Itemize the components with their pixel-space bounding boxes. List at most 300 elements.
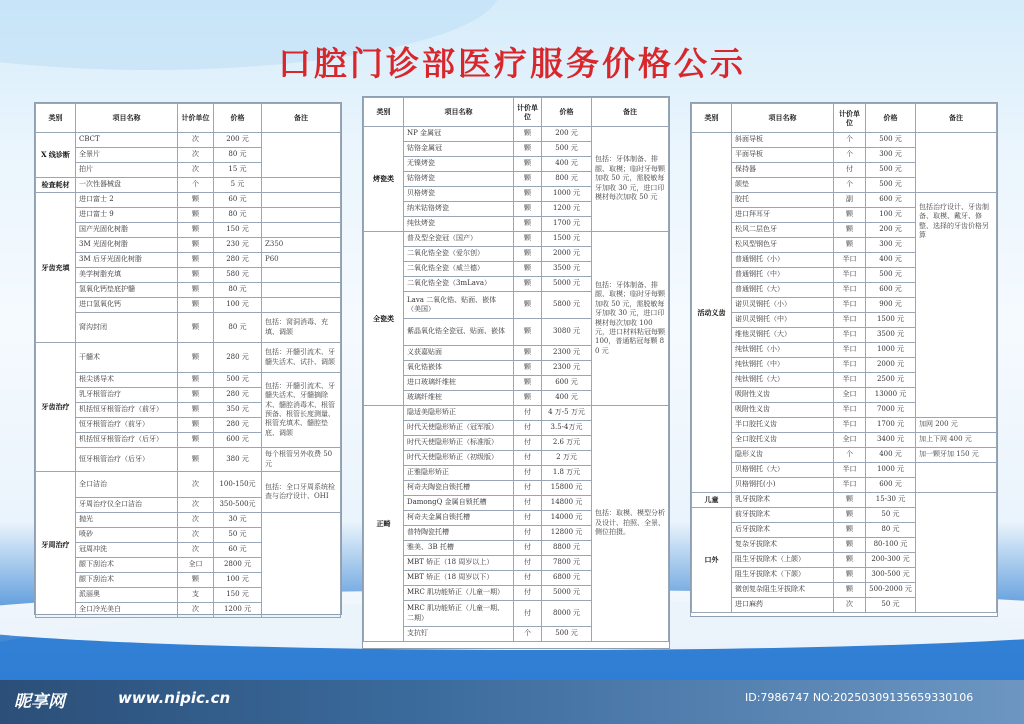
item-name: 紫晶氧化锆全瓷冠、贴面、嵌体 <box>404 319 514 346</box>
item-name: 斜面导板 <box>732 133 834 148</box>
item-price: 1500 元 <box>542 232 592 247</box>
item-name: 纯钛烤瓷 <box>404 217 514 232</box>
item-price: 600 元 <box>866 193 916 208</box>
item-price: 13000 元 <box>866 388 916 403</box>
item-unit: 颗 <box>834 238 866 253</box>
item-name: 平面导板 <box>732 148 834 163</box>
header-unit: 计价单位 <box>514 98 542 127</box>
item-price: 600 元 <box>866 283 916 298</box>
watermark-logo: 昵享网 <box>14 692 65 712</box>
item-unit: 颗 <box>514 361 542 376</box>
header-note: 备注 <box>592 98 669 127</box>
item-unit: 付 <box>514 466 542 481</box>
item-price: 3500 元 <box>866 328 916 343</box>
item-unit: 半口 <box>834 328 866 343</box>
price-table-3 <box>690 102 998 617</box>
item-unit: 半口 <box>834 403 866 418</box>
item-name: 机括恒牙根管治疗（后牙） <box>76 433 178 448</box>
category-cell: 正畸 <box>364 406 404 642</box>
item-name: 支抗钉 <box>404 627 514 642</box>
item-price: 150 元 <box>214 223 262 238</box>
item-price: 1000 元 <box>866 463 916 478</box>
item-unit: 颗 <box>178 418 214 433</box>
item-name: 进口氢氧化钙 <box>76 298 178 313</box>
item-name: 冠周冲洗 <box>76 543 178 558</box>
item-unit: 颗 <box>834 223 866 238</box>
item-unit: 颗 <box>178 388 214 403</box>
item-name: 窝沟封闭 <box>76 313 178 343</box>
item-price: 50 元 <box>866 508 916 523</box>
item-price: 200 元 <box>866 223 916 238</box>
note-cell <box>916 463 997 493</box>
item-unit: 颗 <box>834 568 866 583</box>
item-price: 1200 元 <box>214 603 262 618</box>
item-unit: 次 <box>178 148 214 163</box>
item-name: 颌垫 <box>732 178 834 193</box>
item-price: 5000 元 <box>542 277 592 292</box>
item-name: 进口麻药 <box>732 598 834 613</box>
item-name: 恒牙根管治疗（前牙） <box>76 418 178 433</box>
item-unit: 颗 <box>178 573 214 588</box>
header-category: 类别 <box>364 98 404 127</box>
item-name: 牙周治疗仪全口洁治 <box>76 498 178 513</box>
item-unit: 颗 <box>178 373 214 388</box>
item-unit: 半口 <box>834 313 866 328</box>
item-name: 恒牙根管治疗（后牙） <box>76 448 178 472</box>
item-unit: 个 <box>834 148 866 163</box>
item-price: 2000 元 <box>542 247 592 262</box>
item-name: 贝格钢托（大） <box>732 463 834 478</box>
item-price: 1000 元 <box>542 187 592 202</box>
item-unit: 半口 <box>834 298 866 313</box>
item-name: 干髓术 <box>76 343 178 373</box>
item-name: 义获嘉贴面 <box>404 346 514 361</box>
item-price: 2300 元 <box>542 346 592 361</box>
note-cell: 包括：牙体制备、排龈、取模；临时牙每颗加收 50 元，需脱敏每牙加收 30 元，进口印模材每次加收 100 元，进口材料粘冠每颗 100，普通粘冠每颗 80 元 <box>592 232 669 406</box>
item-price: 14000 元 <box>542 511 592 526</box>
item-price: 280 元 <box>214 388 262 403</box>
item-name: 微创复杂阻生牙拔除术 <box>732 583 834 598</box>
category-cell: 牙齿充填 <box>36 193 76 343</box>
item-name: 龈下刮治术 <box>76 573 178 588</box>
note-cell: 包括：全口牙周系统检查与治疗设计、OHI <box>262 472 341 513</box>
table-body <box>364 127 669 642</box>
note-cell: Z350 <box>262 238 341 253</box>
note-cell <box>262 193 341 208</box>
item-name: 保持器 <box>732 163 834 178</box>
item-price: 2800 元 <box>214 558 262 573</box>
item-name: 普特陶瓷托槽 <box>404 526 514 541</box>
note-cell <box>262 268 341 283</box>
item-name: 乳牙根管治疗 <box>76 388 178 403</box>
item-price: 400 元 <box>866 253 916 268</box>
item-unit: 颗 <box>514 346 542 361</box>
item-unit: 颗 <box>834 553 866 568</box>
item-name: 全口胶托义齿 <box>732 433 834 448</box>
item-name: 隐形义齿 <box>732 448 834 463</box>
note-cell <box>262 208 341 223</box>
item-price: 500 元 <box>542 142 592 157</box>
item-price: 80 元 <box>866 523 916 538</box>
category-cell: 烤瓷类 <box>364 127 404 232</box>
item-name: 进口富士 9 <box>76 208 178 223</box>
item-name: 二氧化锆全瓷（爱尔创） <box>404 247 514 262</box>
category-cell: 牙齿治疗 <box>36 343 76 472</box>
item-unit: 颗 <box>834 523 866 538</box>
item-unit: 颗 <box>514 262 542 277</box>
item-unit: 次 <box>178 498 214 513</box>
item-price: 350 元 <box>214 403 262 418</box>
item-name: 柯奇夫金属自锁托槽 <box>404 511 514 526</box>
item-unit: 半口 <box>834 283 866 298</box>
item-price: 50 元 <box>214 528 262 543</box>
category-cell: 检查耗材 <box>36 178 76 193</box>
item-price: 500 元 <box>866 133 916 148</box>
item-unit: 颗 <box>178 223 214 238</box>
item-price: 12800 元 <box>542 526 592 541</box>
header-note: 备注 <box>916 104 997 133</box>
item-unit: 付 <box>514 481 542 496</box>
item-name: 纯钛钢托（小） <box>732 343 834 358</box>
item-unit: 颗 <box>514 376 542 391</box>
category-cell: 活动义齿 <box>692 133 732 493</box>
item-name: 纳米钴铬烤瓷 <box>404 202 514 217</box>
item-price: 100-150元 <box>214 472 262 498</box>
header-price: 价格 <box>542 98 592 127</box>
item-name: MBT 矫正（18 周岁以上） <box>404 556 514 571</box>
item-name: 柯奇夫陶瓷自锁托槽 <box>404 481 514 496</box>
item-name: 进口拜耳牙 <box>732 208 834 223</box>
item-name: 乳牙拔除术 <box>732 493 834 508</box>
note-cell: P60 <box>262 253 341 268</box>
item-unit: 半口 <box>834 268 866 283</box>
table-body <box>692 133 997 613</box>
item-name: MRC 肌功能矫正（儿童一期、二期） <box>404 601 514 627</box>
item-unit: 支 <box>178 588 214 603</box>
item-name: 氢氧化钙垫底护髓 <box>76 283 178 298</box>
item-price: 60 元 <box>214 543 262 558</box>
item-unit: 颗 <box>514 247 542 262</box>
header-price: 价格 <box>214 104 262 133</box>
item-unit: 半口 <box>834 253 866 268</box>
item-price: 280 元 <box>214 418 262 433</box>
item-unit: 颗 <box>178 403 214 418</box>
item-name: MBT 矫正（18 周岁以下） <box>404 571 514 586</box>
item-name: 诺贝灵钢托（小） <box>732 298 834 313</box>
item-price: 100 元 <box>866 208 916 223</box>
item-unit: 次 <box>834 598 866 613</box>
item-name: 全口洁治 <box>76 472 178 498</box>
item-unit: 颗 <box>514 187 542 202</box>
header-unit: 计价单位 <box>178 104 214 133</box>
item-price: 900 元 <box>866 298 916 313</box>
item-name: 吸附性义齿 <box>732 388 834 403</box>
item-name: 普通钢托（大） <box>732 283 834 298</box>
item-price: 2 万元 <box>542 451 592 466</box>
item-unit: 次 <box>178 603 214 618</box>
item-price: 4 万-5 万元 <box>542 406 592 421</box>
category-cell: 牙周治疗 <box>36 472 76 618</box>
item-name: 全口冷光美白 <box>76 603 178 618</box>
item-name: CBCT <box>76 133 178 148</box>
price-table-1 <box>34 102 342 615</box>
item-unit: 全口 <box>834 433 866 448</box>
item-price: 80-100 元 <box>866 538 916 553</box>
item-unit: 颗 <box>514 142 542 157</box>
note-cell: 每个根管另外收费 50 元 <box>262 448 341 472</box>
item-name: 时代天使隐形矫正（初级版） <box>404 451 514 466</box>
item-price: 1200 元 <box>542 202 592 217</box>
item-price: 400 元 <box>542 157 592 172</box>
item-name: 诺贝灵钢托（中） <box>732 313 834 328</box>
item-unit: 付 <box>514 511 542 526</box>
item-name: 普通钢托（小） <box>732 253 834 268</box>
header-price: 价格 <box>866 104 916 133</box>
item-name: 隐适美隐形矫正 <box>404 406 514 421</box>
item-unit: 颗 <box>834 583 866 598</box>
item-name: 3M 光固化树脂 <box>76 238 178 253</box>
item-name: 前牙拔除术 <box>732 508 834 523</box>
note-cell: 加网 200 元 <box>916 418 997 433</box>
item-name: 二氧化锆全瓷（3mLava） <box>404 277 514 292</box>
note-cell: 包括：牙体制备、排龈、取模；临时牙每颗加收 50 元，需脱敏每牙加收 30 元，进口印模材每次加收 50 元 <box>592 127 669 232</box>
item-price: 600 元 <box>214 433 262 448</box>
item-unit: 付 <box>514 601 542 627</box>
item-price: 3.5-4万元 <box>542 421 592 436</box>
item-price: 500 元 <box>866 178 916 193</box>
item-name: 钴铬烤瓷 <box>404 172 514 187</box>
item-name: NP 金属冠 <box>404 127 514 142</box>
item-unit: 次 <box>178 133 214 148</box>
note-cell <box>262 513 341 618</box>
item-unit: 个 <box>834 133 866 148</box>
item-price: 2300 元 <box>542 361 592 376</box>
item-unit: 颗 <box>178 313 214 343</box>
item-name: 后牙拔除术 <box>732 523 834 538</box>
item-price: 3400 元 <box>866 433 916 448</box>
item-price: 60 元 <box>214 193 262 208</box>
item-unit: 颗 <box>514 232 542 247</box>
note-cell: 包括治疗设计、牙齿制备、取模、戴牙、修整、选择的牙齿价格另算 <box>916 193 997 418</box>
item-price: 300 元 <box>866 238 916 253</box>
page-title: 口腔门诊部医疗服务价格公示 <box>278 44 746 83</box>
item-price: 600 元 <box>866 478 916 493</box>
item-name: 纯钛钢托（大） <box>732 373 834 388</box>
header-name: 项目名称 <box>404 98 514 127</box>
item-price: 300 元 <box>866 148 916 163</box>
item-unit: 付 <box>514 526 542 541</box>
item-price: 1700 元 <box>542 217 592 232</box>
item-price: 2500 元 <box>866 373 916 388</box>
item-name: 吸附性义齿 <box>732 403 834 418</box>
item-price: 500 元 <box>866 163 916 178</box>
item-unit: 个 <box>834 448 866 463</box>
item-unit: 颗 <box>834 208 866 223</box>
item-unit: 次 <box>178 472 214 498</box>
item-unit: 付 <box>514 496 542 511</box>
item-unit: 付 <box>514 571 542 586</box>
item-price: 1700 元 <box>866 418 916 433</box>
item-unit: 颗 <box>514 277 542 292</box>
item-unit: 颗 <box>178 253 214 268</box>
item-price: 15-30 元 <box>866 493 916 508</box>
note-cell <box>262 283 341 298</box>
item-name: 全景片 <box>76 148 178 163</box>
category-cell: 儿童 <box>692 493 732 508</box>
item-unit: 半口 <box>834 373 866 388</box>
item-unit: 付 <box>514 541 542 556</box>
note-cell <box>262 178 341 193</box>
item-name: 二氧化锆全瓷（威兰德） <box>404 262 514 277</box>
item-unit: 颗 <box>178 343 214 373</box>
item-price: 200 元 <box>214 133 262 148</box>
item-unit: 颗 <box>178 448 214 472</box>
item-unit: 付 <box>514 586 542 601</box>
item-price: 100 元 <box>214 573 262 588</box>
item-price: 800 元 <box>542 172 592 187</box>
item-price: 15800 元 <box>542 481 592 496</box>
item-price: 300-500 元 <box>866 568 916 583</box>
item-unit: 付 <box>514 451 542 466</box>
item-unit: 半口 <box>834 418 866 433</box>
item-price: 100 元 <box>214 298 262 313</box>
item-unit: 颗 <box>834 538 866 553</box>
item-unit: 全口 <box>834 388 866 403</box>
item-name: 维他灵钢托（大） <box>732 328 834 343</box>
item-price: 1.8 万元 <box>542 466 592 481</box>
item-price: 380 元 <box>214 448 262 472</box>
item-price: 150 元 <box>214 588 262 603</box>
item-name: 拍片 <box>76 163 178 178</box>
item-unit: 半口 <box>834 478 866 493</box>
item-unit: 颗 <box>178 298 214 313</box>
watermark-url: www.nipic.cn <box>118 689 231 707</box>
item-name: 时代天使隐形矫正（标准版） <box>404 436 514 451</box>
note-cell <box>262 223 341 238</box>
item-price: 1500 元 <box>866 313 916 328</box>
item-unit: 颗 <box>514 391 542 406</box>
item-name: 无镍烤瓷 <box>404 157 514 172</box>
item-unit: 全口 <box>178 558 214 573</box>
item-price: 350-500元 <box>214 498 262 513</box>
item-unit: 付 <box>514 406 542 421</box>
item-price: 3500 元 <box>542 262 592 277</box>
header-name: 项目名称 <box>732 104 834 133</box>
item-name: 胶托 <box>732 193 834 208</box>
item-name: 贝格钢托(小) <box>732 478 834 493</box>
item-name: 阻生牙拔除术（上颌） <box>732 553 834 568</box>
category-cell: 口外 <box>692 508 732 613</box>
item-unit: 半口 <box>834 343 866 358</box>
item-name: 一次性器械盘 <box>76 178 178 193</box>
item-price: 200 元 <box>542 127 592 142</box>
item-name: 松风二层色牙 <box>732 223 834 238</box>
note-cell <box>916 493 997 613</box>
item-unit: 付 <box>514 436 542 451</box>
header-unit: 计价单位 <box>834 104 866 133</box>
item-name: 美学树脂充填 <box>76 268 178 283</box>
header-name: 项目名称 <box>76 104 178 133</box>
note-cell <box>916 133 997 193</box>
item-price: 80 元 <box>214 283 262 298</box>
table-body <box>36 133 341 618</box>
item-unit: 颗 <box>514 292 542 319</box>
item-unit: 颗 <box>178 238 214 253</box>
item-name: 国产光固化树脂 <box>76 223 178 238</box>
item-unit: 个 <box>178 178 214 193</box>
item-name: 根尖诱导术 <box>76 373 178 388</box>
note-cell: 包括：窝洞消毒、充填、调颌 <box>262 313 341 343</box>
note-cell: 包括：开髓引流术、牙髓失活术、牙髓摘除术、髓腔消毒术、根管预备、根管长度测量、根管充填术、髓腔垫底、调颌 <box>262 373 341 448</box>
item-price: 2.6 万元 <box>542 436 592 451</box>
item-unit: 颗 <box>834 508 866 523</box>
item-price: 80 元 <box>214 208 262 223</box>
item-price: 280 元 <box>214 343 262 373</box>
item-unit: 颗 <box>514 157 542 172</box>
item-unit: 个 <box>514 627 542 642</box>
item-price: 80 元 <box>214 148 262 163</box>
note-cell: 包括：开髓引流术、牙髓失活术、试扑、调颌 <box>262 343 341 373</box>
category-cell: X 线诊断 <box>36 133 76 178</box>
item-name: 复杂牙拔除术 <box>732 538 834 553</box>
item-name: 纯钛钢托（中） <box>732 358 834 373</box>
item-price: 3080 元 <box>542 319 592 346</box>
item-name: 钴铬金属冠 <box>404 142 514 157</box>
item-name: 正雅隐形矫正 <box>404 466 514 481</box>
item-price: 50 元 <box>866 598 916 613</box>
item-price: 6800 元 <box>542 571 592 586</box>
note-cell <box>262 298 341 313</box>
item-price: 280 元 <box>214 253 262 268</box>
item-unit: 次 <box>178 528 214 543</box>
item-unit: 次 <box>178 543 214 558</box>
item-price: 1000 元 <box>866 343 916 358</box>
price-table-2 <box>362 96 670 649</box>
item-price: 8800 元 <box>542 541 592 556</box>
header-category: 类别 <box>36 104 76 133</box>
item-name: 雅美、3B 托槽 <box>404 541 514 556</box>
item-unit: 颗 <box>178 193 214 208</box>
item-price: 2000 元 <box>866 358 916 373</box>
item-unit: 颗 <box>514 217 542 232</box>
item-unit: 付 <box>514 421 542 436</box>
item-unit: 颗 <box>514 202 542 217</box>
item-unit: 次 <box>178 163 214 178</box>
header-note: 备注 <box>262 104 341 133</box>
item-name: 派丽奥 <box>76 588 178 603</box>
item-name: 贝格烤瓷 <box>404 187 514 202</box>
item-price: 500 元 <box>866 268 916 283</box>
item-unit: 个 <box>834 178 866 193</box>
item-name: 玻璃纤维桩 <box>404 391 514 406</box>
item-name: 3M 后牙光固化树脂 <box>76 253 178 268</box>
item-unit: 颗 <box>178 283 214 298</box>
item-unit: 颗 <box>178 208 214 223</box>
item-price: 7000 元 <box>866 403 916 418</box>
item-name: MRC 肌功能矫正（儿童一期） <box>404 586 514 601</box>
header-category: 类别 <box>692 104 732 133</box>
item-price: 230 元 <box>214 238 262 253</box>
item-price: 500 元 <box>542 627 592 642</box>
item-price: 14800 元 <box>542 496 592 511</box>
item-unit: 颗 <box>514 127 542 142</box>
item-unit: 颗 <box>514 319 542 346</box>
item-name: 松风型钢色牙 <box>732 238 834 253</box>
item-name: 进口玻璃纤维桩 <box>404 376 514 391</box>
item-name: 氧化锆嵌体 <box>404 361 514 376</box>
item-price: 400 元 <box>542 391 592 406</box>
item-price: 600 元 <box>542 376 592 391</box>
